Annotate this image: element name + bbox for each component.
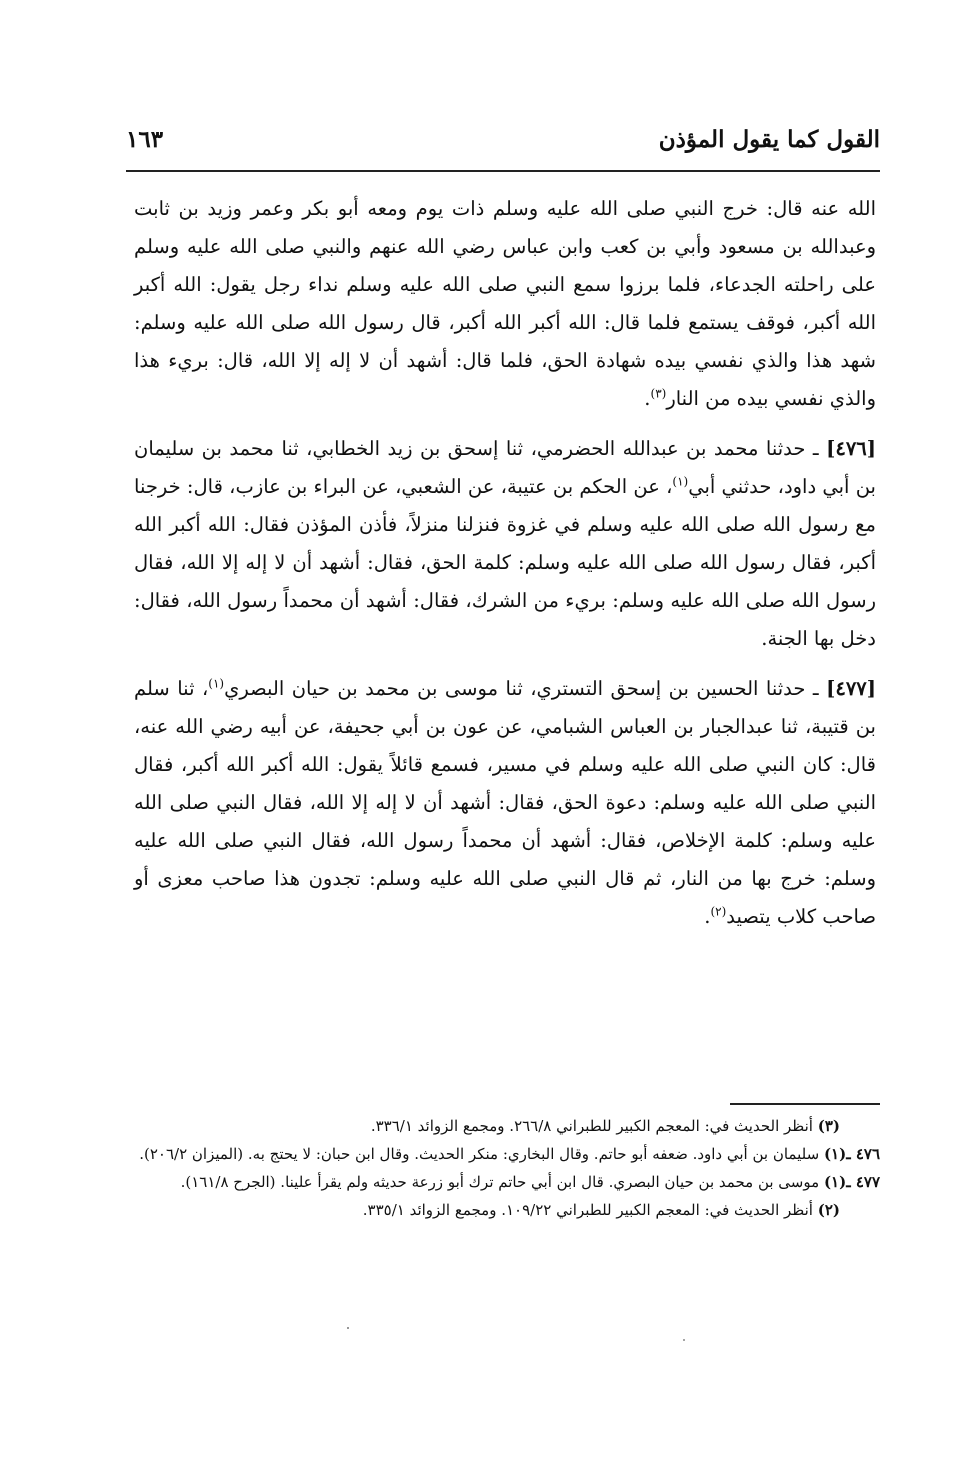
footnote-text: سليمان بن أبي داود. ضعفه أبو حاتم. وقال البخاري: منكر الحديث. وقال ابن حبان: لا يحتج به. (الميزان ٢٠٦/٢). (139, 1145, 824, 1163)
running-header (126, 126, 880, 166)
main-text (134, 190, 876, 948)
footnote-text: أنظر الحديث في: المعجم الكبير للطبراني ١٠٩/٢٢. ومجمع الزوائد ٣٣٥/١. (362, 1201, 818, 1219)
footnote-marker: (١) (208, 676, 225, 691)
hadith-text-b: ، ثنا سلم بن قتيبة، ثنا عبدالجبار بن العباس الشبامي، عن عون بن أبي جحيفة، عن أبيه رضي الله عنه، قال: كان النبي صلى الله عليه وسلم في مسير، فسمع قائلاً يقول: الله أكبر الله أكبر، فقال النبي صلى الله عليه وسلم: دعوة الحق، فقال: أشهد أن لا إله إلا الله، فقال النبي صلى الله عليه وسلم: كلمة الإخلاص، فقال: أشهد أن محمداً رسول الله، فقال النبي صلى الله عليه وسلم: خرج بها من النار، ثم قال النبي صلى الله عليه وسلم: تجدون هذا صاحب معزى أو صاحب كلاب يتصيد (134, 677, 876, 928)
footnotes (134, 1113, 880, 1225)
footnote (134, 1169, 880, 1195)
footnote-marker: (٣) (650, 386, 667, 401)
hadith-text-a: ـ حدثنا محمد بن عبدالله الحضرمي، ثنا إسحق بن زيد الخطابي، ثنا محمد بن سليمان بن أبي داود، حدثني أبي (134, 437, 876, 498)
hadith-number: [٤٧٧] (826, 677, 876, 700)
footnote-text: أنظر الحديث في: المعجم الكبير للطبراني ٢٦٦/٨. ومجمع الزوائد ٣٣٦/١. (370, 1117, 818, 1135)
scan-speck (683, 1339, 685, 1341)
footnote (134, 1113, 880, 1139)
footnote-ref: ٤٧٦ ـ(١) (823, 1145, 880, 1163)
page-number: ١٦٣ (126, 126, 164, 153)
footnote (134, 1141, 880, 1167)
footnote-marker: (١) (672, 474, 689, 489)
hadith-text-a: ـ حدثنا الحسين بن إسحق التستري، ثنا موسى بن محمد بن حيان البصري (224, 677, 827, 700)
hadith-number: [٤٧٦] (826, 437, 876, 460)
chapter-title: القول كما يقول المؤذن (658, 126, 880, 153)
hadith-477: [٤٧٧] ـ حدثنا الحسين بن إسحق التستري، ثنا موسى بن محمد بن حيان البصري$^{(١)}$، ثنا سلم بن قتيبة، ثنا عبدالجبار بن العباس الشبامي، عن عون بن أبي جحيفة، عن أبيه رضي الله عنه، قال: كان النبي صلى الله عليه وسلم في مسير، فسمع قائلاً يقول: الله أكبر الله أكبر، فقال النبي صلى الله عليه وسلم: دعوة الحق، فقال: أشهد أن لا إله إلا الله، فقال النبي صلى الله عليه وسلم: كلمة الإخلاص، فقال: أشهد أن محمداً رسول الله، فقال النبي صلى الله عليه وسلم: خرج بها من النار، ثم قال النبي صلى الله عليه وسلم: تجدون هذا صاحب معزى أو صاحب كلاب يتصيد$^{(٢)}$. (134, 676, 876, 928)
footnote-rule (730, 1103, 880, 1105)
footnote (134, 1197, 880, 1223)
footnote-ref: (٢) (817, 1201, 840, 1219)
paragraph-text: الله عنه قال: خرج النبي صلى الله عليه وسلم ذات يوم ومعه أبو بكر وعمر وزيد بن ثابت وعبدالله بن مسعود وأبي بن كعب وابن عباس رضي الله عنهم والنبي صلى الله عليه وسلم على راحلته الجدعاء، فلما برزوا سمع النبي صلى الله عليه وسلم نداء رجل يقول: الله أكبر الله أكبر، فوقف يستمع فلما قال: الله أكبر الله أكبر، قال رسول الله صلى الله عليه وسلم: شهد هذا والذي نفسي بيده شهادة الحق، فلما قال: أشهد أن لا إله إلا الله، قال: بريء هذا والذي نفسي بيده من النار (134, 197, 876, 410)
footnote-ref: ٤٧٧ ـ(١) (823, 1173, 880, 1191)
header-rule (126, 170, 880, 172)
paragraph-continued: الله عنه قال: خرج النبي صلى الله عليه وسلم ذات يوم ومعه أبو بكر وعمر وزيد بن ثابت وعبدالله بن مسعود وأبي بن كعب وابن عباس رضي الله عنهم والنبي صلى الله عليه وسلم على راحلته الجدعاء، فلما برزوا سمع النبي صلى الله عليه وسلم نداء رجل يقول: الله أكبر الله أكبر، فوقف يستمع فلما قال: الله أكبر الله أكبر، قال رسول الله صلى الله عليه وسلم: شهد هذا والذي نفسي بيده شهادة الحق، فلما قال: أشهد أن لا إله إلا الله، قال: بريء هذا والذي نفسي بيده من النار$^{(٣)}$. (134, 197, 876, 410)
footnote-text: موسى بن محمد بن حيان البصري. قال ابن أبي حاتم ترك أبو زرعة حديثه ولم يقرأ علينا. (الجرح ١٦١/٨). (180, 1173, 824, 1191)
hadith-text-b: ، عن الحكم بن عتيبة، عن الشعبي، عن البراء بن عازب، قال: خرجنا مع رسول الله صلى الله عليه وسلم في غزوة فنزلنا منزلاً، فأذن المؤذن فقال: الله أكبر الله أكبر، فقال رسول الله صلى الله عليه وسلم: كلمة الحق، فقال: أشهد أن لا إله إلا الله، فقال رسول الله صلى الله عليه وسلم: بريء من الشرك، فقال: أشهد أن محمداً رسول الله، فقال: دخل بها الجنة. (134, 475, 876, 650)
footnote-marker: (٢) (710, 904, 727, 919)
scan-speck (347, 1327, 349, 1329)
hadith-476 (134, 430, 876, 658)
footnote-ref: (٣) (817, 1117, 840, 1135)
